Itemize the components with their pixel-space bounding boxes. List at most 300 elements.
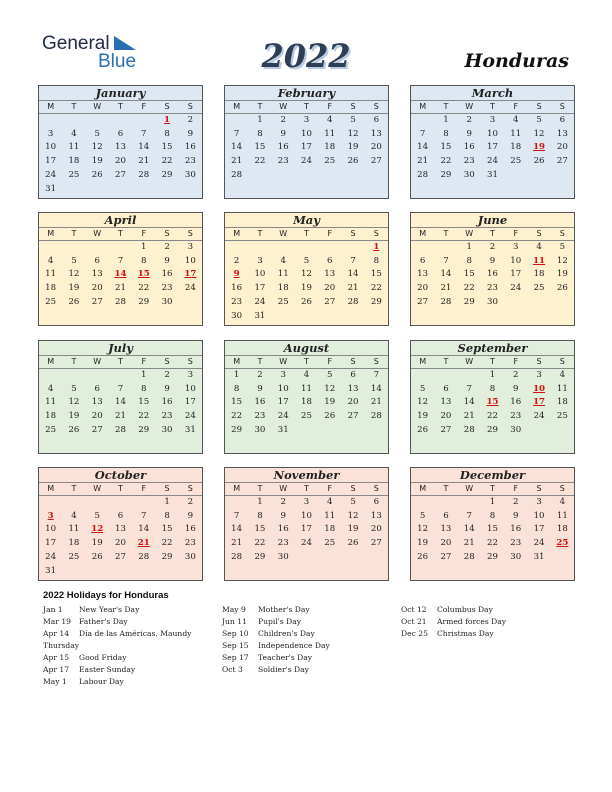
day-cell: 24 bbox=[301, 156, 312, 167]
weekday-header: T bbox=[248, 101, 271, 113]
day-cell: 30 bbox=[463, 170, 475, 181]
day-cell: 21 bbox=[115, 411, 126, 422]
day-cell: 16 bbox=[184, 142, 196, 153]
day-cell: 8 bbox=[257, 510, 263, 521]
day-cell: 24 bbox=[487, 156, 498, 167]
weekday-header: W bbox=[86, 101, 109, 113]
day-cell: 21 bbox=[463, 411, 475, 422]
week-row bbox=[411, 127, 574, 141]
week-row bbox=[39, 423, 202, 437]
day-cell: 17 bbox=[45, 156, 57, 167]
day-cell: 4 bbox=[71, 128, 77, 139]
holiday-name: New Year's Day bbox=[79, 605, 140, 614]
day-cell: 6 bbox=[117, 510, 124, 521]
day-cell: 24 bbox=[184, 411, 196, 422]
day-cell: 2 bbox=[257, 370, 263, 381]
weekday-header: F bbox=[318, 483, 341, 495]
holiday-day-cell: 1 bbox=[164, 115, 171, 126]
week-row bbox=[225, 550, 388, 564]
day-cell: 30 bbox=[487, 297, 498, 308]
empty-day-cell bbox=[458, 495, 481, 509]
day-cell: 26 bbox=[417, 425, 429, 436]
month-june bbox=[410, 212, 575, 326]
month-days-table bbox=[39, 483, 202, 578]
week-row bbox=[225, 495, 388, 509]
weekday-header: F bbox=[318, 356, 341, 368]
day-cell: 30 bbox=[510, 425, 522, 436]
week-row bbox=[39, 382, 202, 396]
month-days-table bbox=[411, 483, 574, 564]
day-cell: 4 bbox=[513, 115, 519, 126]
empty-day-cell bbox=[225, 113, 248, 127]
week-row bbox=[39, 495, 202, 509]
weekday-header: M bbox=[411, 228, 434, 240]
weekday-header: S bbox=[527, 356, 550, 368]
day-cell: 20 bbox=[417, 283, 429, 294]
weekday-header: T bbox=[248, 483, 271, 495]
week-row bbox=[225, 368, 388, 382]
day-cell: 3 bbox=[187, 370, 194, 381]
day-cell: 13 bbox=[115, 142, 126, 153]
weekday-header: F bbox=[132, 483, 155, 495]
week-row bbox=[39, 523, 202, 537]
year-title: 2022 bbox=[261, 37, 351, 75]
weekday-header: T bbox=[62, 356, 85, 368]
day-cell: 29 bbox=[370, 297, 382, 308]
day-cell: 2 bbox=[466, 115, 472, 126]
empty-day-cell bbox=[551, 423, 574, 437]
empty-day-cell bbox=[179, 564, 202, 578]
day-cell: 23 bbox=[277, 156, 289, 167]
empty-day-cell bbox=[272, 240, 295, 254]
day-cell: 24 bbox=[533, 538, 545, 549]
holiday-day-cell: 9 bbox=[233, 269, 240, 280]
day-cell: 11 bbox=[45, 269, 57, 280]
month-april bbox=[38, 212, 203, 326]
holiday-name: Soldier's Day bbox=[258, 665, 309, 674]
holiday-column bbox=[222, 604, 392, 676]
day-cell: 10 bbox=[301, 128, 312, 139]
day-cell: 7 bbox=[233, 510, 240, 521]
empty-day-cell bbox=[341, 240, 364, 254]
day-cell: 5 bbox=[419, 383, 426, 394]
week-row bbox=[39, 254, 202, 268]
day-cell: 26 bbox=[533, 156, 545, 167]
day-cell: 12 bbox=[347, 128, 359, 139]
holiday-name: Mother's Day bbox=[258, 605, 310, 614]
day-cell: 11 bbox=[68, 524, 80, 535]
day-cell: 26 bbox=[347, 156, 359, 167]
day-cell: 6 bbox=[559, 115, 566, 126]
day-cell: 27 bbox=[324, 297, 336, 308]
day-cell: 13 bbox=[370, 128, 382, 139]
day-cell: 19 bbox=[417, 411, 429, 422]
month-days-table bbox=[39, 356, 202, 437]
holiday-name: Labour Day bbox=[79, 677, 124, 686]
day-cell: 9 bbox=[513, 383, 519, 394]
empty-day-cell bbox=[179, 295, 202, 309]
day-cell: 18 bbox=[45, 411, 57, 422]
day-cell: 3 bbox=[513, 242, 519, 253]
weekday-header: S bbox=[341, 483, 364, 495]
day-cell: 22 bbox=[370, 283, 382, 294]
day-cell: 27 bbox=[370, 156, 382, 167]
weekday-header: W bbox=[458, 228, 481, 240]
empty-day-cell bbox=[318, 550, 341, 564]
day-cell: 7 bbox=[233, 128, 240, 139]
weekday-header: T bbox=[248, 356, 271, 368]
week-row bbox=[411, 113, 574, 127]
day-cell: 5 bbox=[94, 128, 100, 139]
day-cell: 8 bbox=[233, 383, 240, 394]
day-cell: 19 bbox=[91, 538, 103, 549]
empty-day-cell bbox=[39, 240, 62, 254]
day-cell: 9 bbox=[489, 255, 496, 266]
day-cell: 1 bbox=[443, 115, 449, 126]
weekday-header: F bbox=[318, 101, 341, 113]
empty-day-cell bbox=[86, 182, 109, 196]
holiday-name: Children's Day bbox=[258, 629, 315, 638]
week-row bbox=[39, 168, 202, 182]
week-row bbox=[225, 154, 388, 168]
empty-day-cell bbox=[248, 240, 271, 254]
weekday-header: M bbox=[39, 228, 62, 240]
day-cell: 24 bbox=[45, 170, 57, 181]
week-row bbox=[225, 295, 388, 309]
weekday-header: S bbox=[179, 483, 202, 495]
day-cell: 25 bbox=[68, 552, 80, 563]
day-cell: 27 bbox=[556, 156, 568, 167]
day-cell: 19 bbox=[91, 156, 103, 167]
weekday-header: S bbox=[551, 356, 574, 368]
day-cell: 29 bbox=[487, 552, 498, 563]
day-cell: 18 bbox=[301, 397, 312, 408]
weekday-header: W bbox=[86, 356, 109, 368]
empty-day-cell bbox=[341, 309, 364, 323]
week-row bbox=[225, 423, 388, 437]
week-row bbox=[225, 240, 388, 254]
month-title: January bbox=[39, 86, 202, 101]
day-cell: 10 bbox=[45, 142, 57, 153]
day-cell: 30 bbox=[161, 297, 173, 308]
month-december bbox=[410, 467, 575, 581]
day-cell: 26 bbox=[91, 170, 103, 181]
holiday-date: Dec 25 bbox=[401, 629, 428, 638]
holiday-name: Columbus Day bbox=[437, 605, 493, 614]
empty-day-cell bbox=[318, 168, 341, 182]
day-cell: 31 bbox=[277, 425, 289, 436]
day-cell: 17 bbox=[510, 269, 522, 280]
day-cell: 29 bbox=[231, 425, 243, 436]
week-row bbox=[411, 495, 574, 509]
day-cell: 17 bbox=[254, 283, 266, 294]
week-row bbox=[411, 396, 574, 410]
holiday-day-cell: 25 bbox=[556, 538, 569, 549]
day-cell: 30 bbox=[277, 552, 289, 563]
day-cell: 21 bbox=[463, 538, 475, 549]
holiday-date: Apr 14 bbox=[43, 629, 70, 638]
day-cell: 6 bbox=[117, 128, 124, 139]
day-cell: 1 bbox=[489, 497, 496, 508]
holiday-date: Oct 12 bbox=[401, 605, 427, 614]
holiday-date: Oct 3 bbox=[222, 665, 243, 674]
week-row bbox=[225, 254, 388, 268]
empty-day-cell bbox=[132, 113, 155, 127]
month-days-table bbox=[225, 101, 388, 182]
week-row bbox=[411, 536, 574, 550]
holiday-item bbox=[222, 664, 392, 676]
month-may bbox=[224, 212, 389, 326]
day-cell: 31 bbox=[533, 552, 545, 563]
day-cell: 23 bbox=[277, 538, 289, 549]
weekday-header: S bbox=[155, 483, 178, 495]
empty-day-cell bbox=[365, 309, 388, 323]
day-cell: 6 bbox=[443, 510, 449, 521]
holiday-item bbox=[401, 628, 571, 640]
day-cell: 3 bbox=[47, 128, 54, 139]
day-cell: 28 bbox=[138, 552, 150, 563]
day-cell: 10 bbox=[301, 510, 312, 521]
day-cell: 22 bbox=[231, 411, 243, 422]
day-cell: 28 bbox=[463, 425, 475, 436]
day-cell: 7 bbox=[443, 255, 449, 266]
week-row bbox=[411, 523, 574, 537]
empty-day-cell bbox=[551, 550, 574, 564]
day-cell: 20 bbox=[440, 538, 452, 549]
day-cell: 25 bbox=[324, 538, 336, 549]
weekday-header: T bbox=[295, 356, 318, 368]
holiday-day-cell: 17 bbox=[184, 269, 197, 280]
day-cell: 15 bbox=[161, 142, 173, 153]
day-cell: 11 bbox=[324, 128, 336, 139]
holiday-item bbox=[401, 616, 571, 628]
empty-day-cell bbox=[62, 182, 85, 196]
holiday-item bbox=[43, 664, 213, 676]
day-cell: 30 bbox=[254, 425, 266, 436]
empty-day-cell bbox=[109, 564, 132, 578]
week-row bbox=[411, 154, 574, 168]
day-cell: 16 bbox=[487, 269, 498, 280]
day-cell: 18 bbox=[68, 156, 80, 167]
week-row bbox=[39, 268, 202, 282]
day-cell: 19 bbox=[556, 269, 568, 280]
month-title: February bbox=[225, 86, 388, 101]
day-cell: 16 bbox=[277, 524, 289, 535]
day-cell: 4 bbox=[303, 370, 310, 381]
day-cell: 16 bbox=[510, 524, 522, 535]
day-cell: 30 bbox=[184, 552, 196, 563]
holiday-name: Easter Sunday bbox=[79, 665, 136, 674]
week-row bbox=[411, 368, 574, 382]
empty-day-cell bbox=[434, 368, 457, 382]
day-cell: 20 bbox=[347, 397, 359, 408]
day-cell: 23 bbox=[184, 156, 196, 167]
day-cell: 19 bbox=[301, 283, 312, 294]
day-cell: 20 bbox=[370, 524, 382, 535]
day-cell: 24 bbox=[533, 411, 545, 422]
day-cell: 8 bbox=[443, 128, 449, 139]
day-cell: 9 bbox=[280, 510, 286, 521]
day-cell: 2 bbox=[513, 370, 519, 381]
day-cell: 11 bbox=[324, 510, 336, 521]
holiday-date: Sep 17 bbox=[222, 653, 249, 662]
day-cell: 29 bbox=[161, 170, 173, 181]
day-cell: 31 bbox=[254, 310, 266, 321]
weekday-header: T bbox=[109, 101, 132, 113]
day-cell: 11 bbox=[510, 128, 522, 139]
holiday-item bbox=[401, 604, 571, 616]
day-cell: 18 bbox=[324, 142, 336, 153]
week-row bbox=[411, 509, 574, 523]
day-cell: 29 bbox=[463, 297, 475, 308]
day-cell: 31 bbox=[45, 183, 57, 194]
day-cell: 8 bbox=[164, 128, 170, 139]
day-cell: 12 bbox=[417, 524, 429, 535]
day-cell: 18 bbox=[510, 142, 522, 153]
weekday-header: M bbox=[39, 101, 62, 113]
day-cell: 23 bbox=[231, 297, 243, 308]
day-cell: 7 bbox=[466, 383, 472, 394]
day-cell: 29 bbox=[138, 425, 150, 436]
month-title: August bbox=[225, 341, 388, 356]
day-cell: 9 bbox=[164, 383, 170, 394]
month-title: November bbox=[225, 468, 388, 483]
day-cell: 12 bbox=[417, 397, 429, 408]
weekday-header: S bbox=[341, 228, 364, 240]
day-cell: 11 bbox=[556, 510, 568, 521]
day-cell: 28 bbox=[463, 552, 475, 563]
day-cell: 19 bbox=[347, 524, 359, 535]
holiday-name: Teacher's Day bbox=[258, 653, 313, 662]
day-cell: 15 bbox=[161, 524, 173, 535]
holiday-date: Sep 10 bbox=[222, 629, 249, 638]
day-cell: 13 bbox=[440, 397, 452, 408]
month-title: May bbox=[225, 213, 388, 228]
week-row bbox=[411, 550, 574, 564]
holiday-name-continuation: Thursday bbox=[43, 641, 80, 650]
weekday-header: S bbox=[551, 101, 574, 113]
day-cell: 12 bbox=[68, 269, 80, 280]
holiday-item bbox=[43, 652, 213, 664]
day-cell: 8 bbox=[164, 510, 170, 521]
empty-day-cell bbox=[62, 368, 85, 382]
holiday-day-cell: 11 bbox=[533, 255, 546, 266]
day-cell: 12 bbox=[68, 397, 80, 408]
day-cell: 29 bbox=[440, 170, 452, 181]
weekday-header: F bbox=[318, 228, 341, 240]
empty-day-cell bbox=[411, 368, 434, 382]
weekday-header: T bbox=[434, 356, 457, 368]
weekday-header: F bbox=[132, 356, 155, 368]
week-row bbox=[411, 423, 574, 437]
week-row bbox=[225, 281, 388, 295]
empty-day-cell bbox=[411, 113, 434, 127]
week-row bbox=[411, 141, 574, 155]
weekday-header: S bbox=[341, 101, 364, 113]
holiday-day-cell: 3 bbox=[47, 510, 54, 521]
weekday-header: F bbox=[504, 483, 527, 495]
day-cell: 25 bbox=[45, 297, 57, 308]
month-days-table bbox=[411, 101, 574, 182]
day-cell: 23 bbox=[254, 411, 266, 422]
week-row bbox=[39, 182, 202, 196]
day-cell: 9 bbox=[280, 128, 286, 139]
day-cell: 19 bbox=[68, 283, 80, 294]
day-cell: 15 bbox=[138, 397, 150, 408]
holiday-day-cell: 21 bbox=[137, 538, 150, 549]
day-cell: 5 bbox=[71, 383, 77, 394]
day-cell: 19 bbox=[417, 538, 429, 549]
empty-day-cell bbox=[341, 168, 364, 182]
weekday-header: M bbox=[225, 356, 248, 368]
day-cell: 11 bbox=[68, 142, 80, 153]
empty-day-cell bbox=[62, 495, 85, 509]
holiday-date: Apr 17 bbox=[43, 665, 70, 674]
day-cell: 10 bbox=[45, 524, 57, 535]
day-cell: 3 bbox=[489, 115, 496, 126]
day-cell: 27 bbox=[347, 411, 359, 422]
day-cell: 19 bbox=[324, 397, 336, 408]
day-cell: 16 bbox=[277, 142, 289, 153]
weekday-header: S bbox=[527, 483, 550, 495]
day-cell: 9 bbox=[466, 128, 472, 139]
empty-day-cell bbox=[504, 295, 527, 309]
day-cell: 12 bbox=[301, 269, 312, 280]
day-cell: 14 bbox=[115, 397, 126, 408]
day-cell: 2 bbox=[164, 370, 170, 381]
day-cell: 18 bbox=[556, 524, 568, 535]
day-cell: 25 bbox=[277, 297, 289, 308]
day-cell: 1 bbox=[257, 115, 263, 126]
holiday-name: Día de las Américas, Maundy bbox=[79, 629, 192, 638]
day-cell: 18 bbox=[533, 269, 545, 280]
weekday-header: T bbox=[481, 101, 504, 113]
day-cell: 25 bbox=[45, 425, 57, 436]
holiday-day-cell: 12 bbox=[91, 524, 104, 535]
day-cell: 2 bbox=[187, 497, 194, 508]
day-cell: 20 bbox=[91, 411, 103, 422]
day-cell: 6 bbox=[94, 383, 100, 394]
empty-day-cell bbox=[365, 550, 388, 564]
day-cell: 21 bbox=[440, 283, 452, 294]
day-cell: 2 bbox=[489, 242, 496, 253]
day-cell: 14 bbox=[138, 524, 150, 535]
day-cell: 1 bbox=[489, 370, 496, 381]
day-cell: 14 bbox=[370, 383, 382, 394]
day-cell: 8 bbox=[489, 510, 496, 521]
empty-day-cell bbox=[109, 113, 132, 127]
weekday-header: S bbox=[179, 101, 202, 113]
week-row bbox=[225, 168, 388, 182]
day-cell: 9 bbox=[164, 255, 170, 266]
empty-day-cell bbox=[225, 240, 248, 254]
empty-day-cell bbox=[527, 423, 550, 437]
day-cell: 5 bbox=[94, 510, 100, 521]
empty-day-cell bbox=[62, 240, 85, 254]
holiday-item bbox=[222, 652, 392, 664]
weekday-header: S bbox=[179, 356, 202, 368]
day-cell: 20 bbox=[115, 538, 126, 549]
day-cell: 28 bbox=[231, 552, 243, 563]
month-days-table bbox=[225, 356, 388, 437]
empty-day-cell bbox=[132, 182, 155, 196]
day-cell: 12 bbox=[347, 510, 359, 521]
weekday-header: T bbox=[481, 356, 504, 368]
day-cell: 12 bbox=[533, 128, 545, 139]
day-cell: 4 bbox=[327, 497, 333, 508]
empty-day-cell bbox=[341, 423, 364, 437]
empty-day-cell bbox=[86, 113, 109, 127]
